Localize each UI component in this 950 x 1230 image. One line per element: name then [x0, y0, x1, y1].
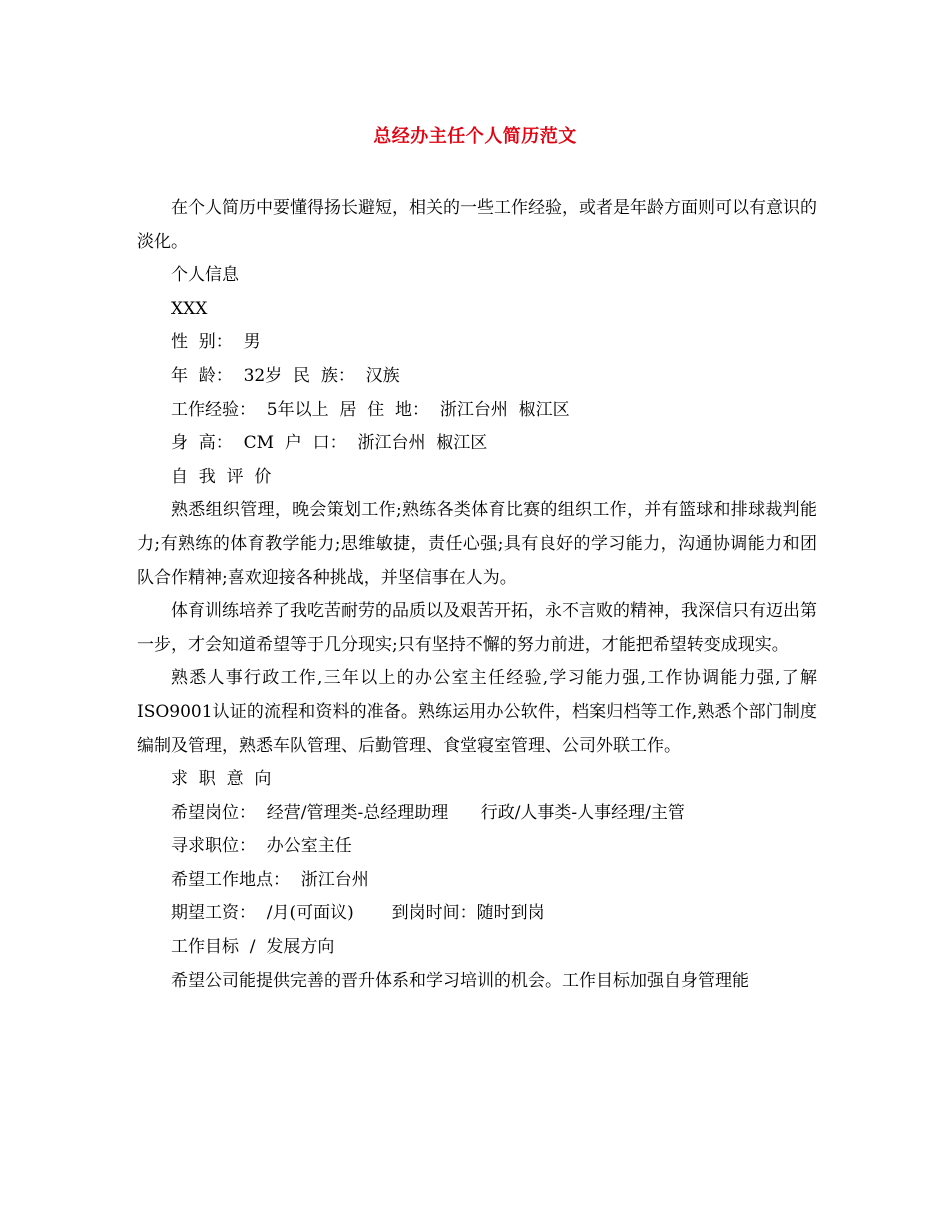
- gender-line: 性 别： 男: [171, 332, 261, 353]
- self-eval-paragraph-1: 熟悉组织管理，晚会策划工作;熟练各类体育比赛的组织工作，并有篮球和排球裁判能力;有熟练的体育教学能力;思维敏捷，责任心强;具有良好的学习能力，沟通协调能力和团队合作精神;喜欢迎接各种挑战，并坚信事在人为。: [137, 500, 817, 588]
- document-title: 总经办主任个人简历范文: [373, 126, 577, 147]
- document-body: [137, 192, 817, 998]
- name-line: XXX: [171, 298, 208, 319]
- height-line: 身 高： CM 户 口： 浙江台州 椒江区: [171, 433, 488, 454]
- intro-paragraph: 在个人简历中要懂得扬长避短，相关的一些工作经验，或者是年龄方面则可以有意识的淡化。: [137, 198, 817, 252]
- self-eval-paragraph-3: 熟悉人事行政工作,三年以上的办公室主任经验,学习能力强,工作协调能力强,了解ISO9001认证的流程和资料的准备。熟练运用办公软件，档案归档等工作,熟悉个部门制度编制及管理，熟悉车队管理、后勤管理、食堂寝室管理、公司外联工作。: [137, 668, 817, 756]
- self-eval-paragraph-2: 体育训练培养了我吃苦耐劳的品质以及艰苦开拓，永不言败的精神，我深信只有迈出第一步，才会知道希望等于几分现实;只有坚持不懈的努力前进，才能把希望转变成现实。: [137, 601, 817, 655]
- seeking-position-line: 寻求职位： 办公室主任: [171, 836, 352, 857]
- desired-location-line: 希望工作地点： 浙江台州: [171, 869, 369, 890]
- age-line: 年 龄： 32岁 民 族： 汉族: [171, 365, 400, 386]
- salary-line: 期望工资： /月(可面议) 到岗时间：随时到岗: [171, 903, 545, 924]
- self-eval-heading: 自 我 评 价: [171, 466, 272, 487]
- goal-paragraph: 希望公司能提供完善的晋升体系和学习培训的机会。工作目标加强自身管理能: [171, 970, 749, 991]
- experience-line: 工作经验： 5年以上 居 住 地： 浙江台州 椒江区: [171, 399, 570, 420]
- goal-heading: 工作目标 / 发展方向: [171, 937, 335, 958]
- job-intent-heading: 求 职 意 向: [171, 769, 272, 790]
- desired-position-line: 希望岗位： 经营/管理类-总经理助理 行政/人事类-人事经理/主管: [171, 802, 685, 823]
- personal-info-heading: 个人信息: [171, 265, 239, 286]
